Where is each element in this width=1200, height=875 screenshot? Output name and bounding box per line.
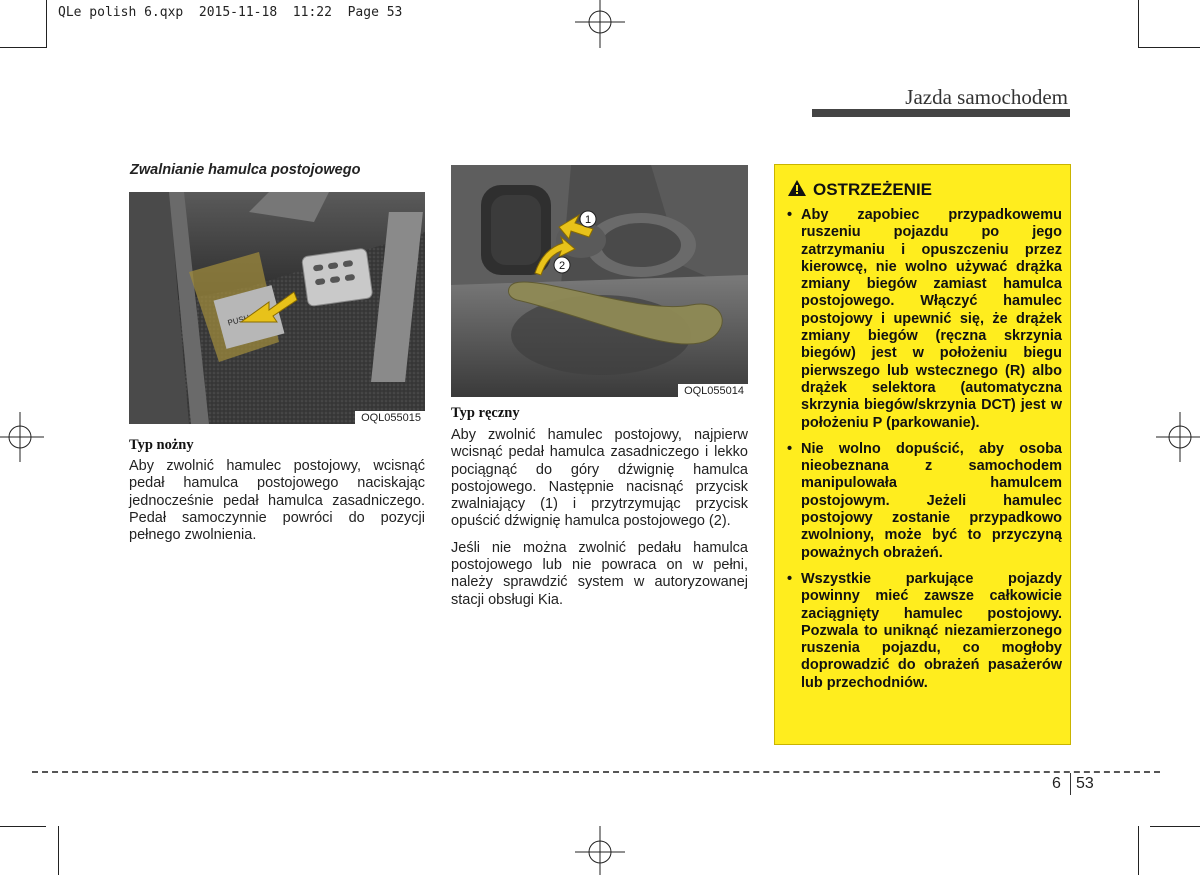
warning-item: • Wszystkie parkujące pojazdy powinny mieć zawsze całkowicie zaciągnięty hamulec postojowy. Pozwala to uniknąć niezamierzonego ruszenia pojazdu, co mogłoby doprowadzić do obrażeń pasażerów lub przechodniów.	[786, 571, 1062, 692]
warning-box	[774, 164, 1071, 745]
crop-mark	[1138, 826, 1139, 875]
crop-mark	[0, 47, 46, 48]
warning-title-text: OSTRZEŻENIE	[813, 180, 933, 199]
registration-mark-right	[1156, 412, 1200, 462]
print-stamp: QLe polish 6.qxp 2015-11-18 11:22 Page 53	[58, 5, 403, 20]
page-number: 53	[1076, 775, 1094, 792]
image-code: OQL055014	[678, 384, 748, 397]
section-title: Jazda samochodem	[905, 85, 1068, 109]
caption-foot-type: Typ nożny	[129, 437, 194, 453]
crop-mark	[0, 826, 46, 827]
paragraph: Aby zwolnić hamulec postojowy, wcisnąć pedał hamulca postojowego naciskając jednocześnie pedał hamulca zasadniczego. Pedał samoczynnie powróci do pozycji pełnego zwolnienia.	[129, 458, 425, 544]
crop-mark	[46, 0, 47, 48]
hand-type-text	[451, 427, 748, 618]
footer-dashed-rule	[32, 771, 1160, 773]
pedal-label: PUSH	[226, 313, 251, 328]
caption-hand-type: Typ ręczny	[451, 405, 520, 421]
marker-2: 2	[558, 260, 566, 272]
crop-mark	[1139, 47, 1200, 48]
warning-icon	[787, 179, 807, 197]
registration-mark-left	[0, 412, 44, 462]
crop-mark	[1150, 826, 1200, 827]
registration-mark-top	[575, 0, 625, 50]
warning-item: • Nie wolno dopuścić, aby osoba nieobeznana z samochodem manipulowała hamulcem postojowym. Jeżeli hamulec postojowy zostanie przypadkowo zwolniony, może być to przyczyną poważnych obrażeń.	[786, 441, 1062, 562]
paragraph: Aby zwolnić hamulec postojowy, najpierw wcisnąć pedał hamulca zasadniczego i lekko pociągnąć do góry dźwignię hamulca postojowego. Następnie nacisnąć przycisk zwalniający (1) i przytrzymując przycisk opuścić dźwignię hamulca postojowego (2).	[451, 427, 748, 530]
warning-title	[787, 179, 932, 200]
image-code: OQL055015	[355, 411, 425, 424]
foot-type-text	[129, 458, 425, 553]
registration-mark-bottom	[575, 826, 625, 875]
page-number-separator	[1070, 773, 1071, 795]
hand-lever-photo	[451, 165, 748, 397]
warning-item: • Aby zapobiec przypadkowemu ruszeniu pojazdu po jego zatrzymaniu i opuszczeniu przez kierowcę, nie wolno używać drążka zmiany biegów zamiast hamulca postojowego. Włączyć hamulec postojowy i upewnić się, że drążek zmiany biegów (ręczna skrzynia biegów) jest w położeniu biegu pierwszego lub wstecznego (R) albo drążek selektora (automatyczna skrzynia biegów/skrzynia DCT) jest w położeniu P (parkowanie).	[786, 207, 1062, 432]
chapter-number: 6	[1052, 775, 1061, 792]
warning-list	[786, 207, 1062, 701]
subheading: Zwalnianie hamulca postojowego	[130, 162, 361, 178]
crop-mark	[58, 826, 59, 875]
marker-1: 1	[584, 214, 592, 226]
crop-mark	[1138, 0, 1139, 48]
foot-pedal-photo	[129, 192, 425, 424]
header-rule	[812, 109, 1070, 117]
paragraph: Jeśli nie można zwolnić pedału hamulca postojowego lub nie powraca on w pełni, należy sprawdzić system w autoryzowanej stacji obsługi Kia.	[451, 539, 748, 608]
